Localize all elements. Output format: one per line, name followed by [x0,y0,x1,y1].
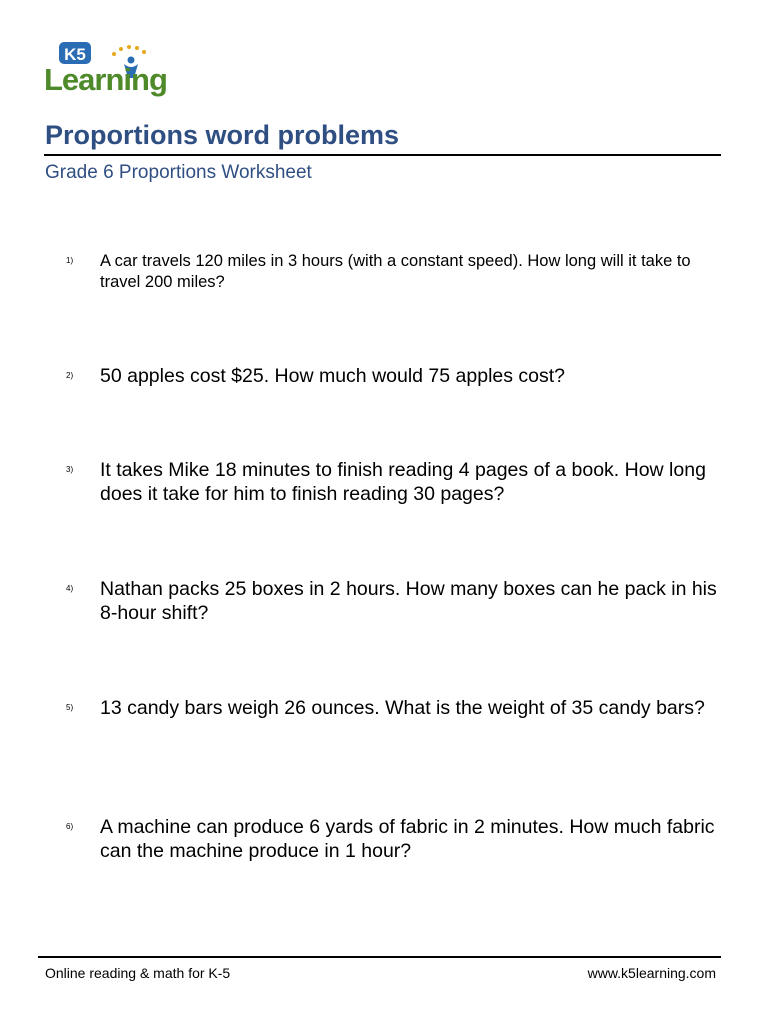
footer-website: www.k5learning.com [587,965,716,981]
problem-text: It takes Mike 18 minutes to finish reading 4 pages of a book. How long does it take for him to finish reading 30 pages? [100,459,706,505]
footer-divider [38,956,721,958]
page-subtitle: Grade 6 Proportions Worksheet [45,162,312,183]
k5-learning-logo [44,38,178,98]
logo-wordmark: Learning [44,62,167,97]
problem-text: 13 candy bars weigh 26 ounces. What is the weight of 35 candy bars? [100,697,705,719]
problem-text: Nathan packs 25 boxes in 2 hours. How many boxes can he pack in his 8-hour shift? [100,578,717,624]
problem-number: 3) [66,465,74,474]
footer-tagline: Online reading & math for K-5 [45,965,231,981]
logo-k5-text: K5 [64,45,86,64]
problem-text: 50 apples cost $25. How much would 75 apples cost? [100,365,566,387]
problem-text: A machine can produce 6 yards of fabric in 2 minutes. How much fabric can the machine produce in 1 hour? [100,816,715,862]
problem-number: 6) [66,822,74,831]
problem-text: A car travels 120 miles in 3 hours (with a constant speed). How long will it take to travel 200 miles? [100,252,691,291]
problem-number: 4) [66,584,74,593]
problem-number: 2) [66,371,74,380]
problem-number: 1) [66,256,74,265]
page-title: Proportions word problems [45,120,400,150]
problem-number: 5) [66,703,74,712]
title-divider [44,154,721,156]
logo-star-arc [112,45,146,56]
